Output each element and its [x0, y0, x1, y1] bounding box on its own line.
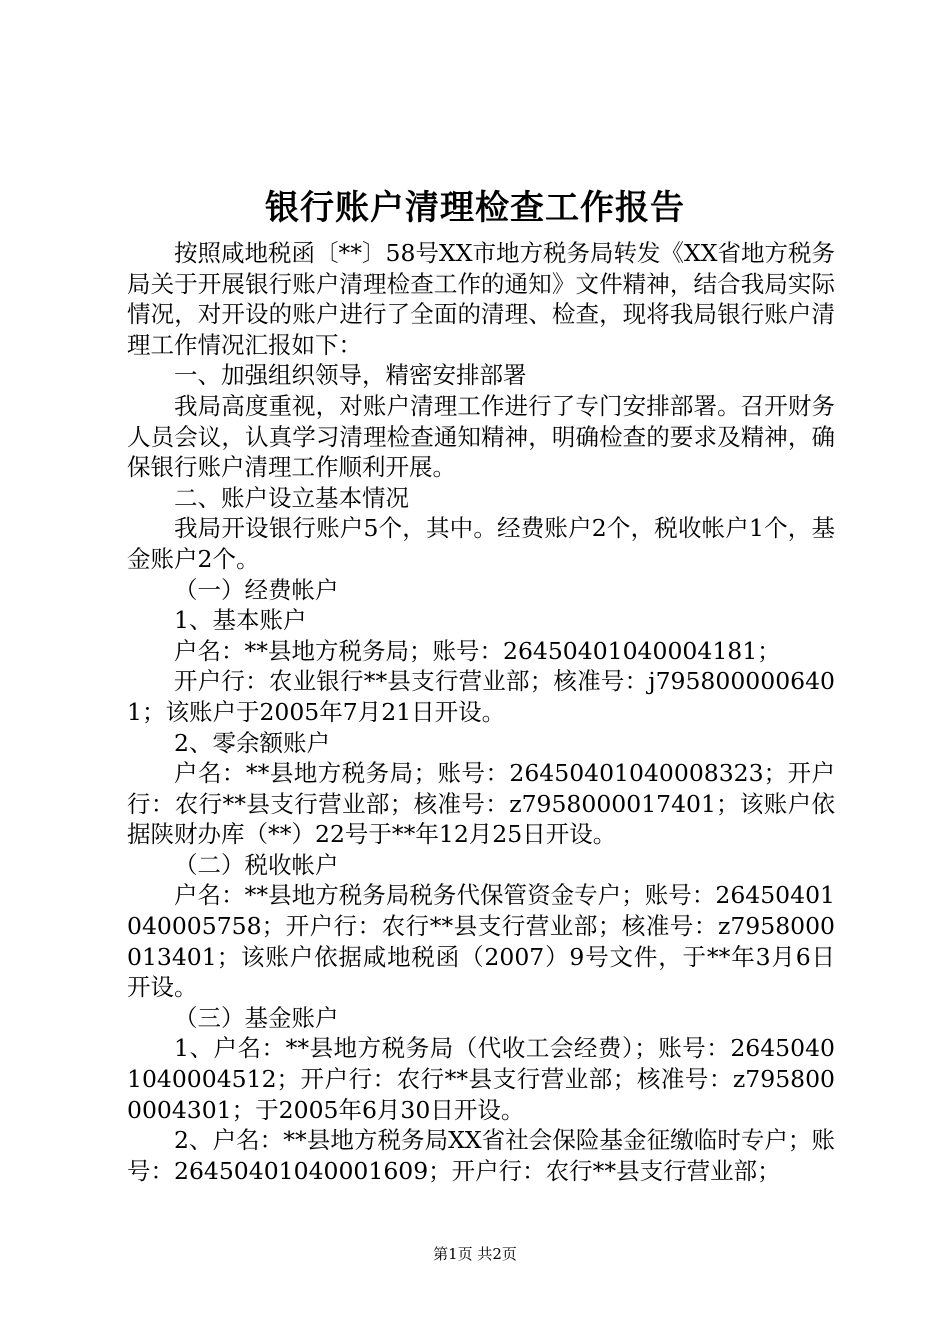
paragraph-account-summary: 我局开设银行账户5个，其中。经费账户2个，税收帐户1个，基金账户2个。: [127, 514, 835, 573]
heading-tax-account: （二）税收帐户: [174, 850, 339, 879]
basic-account-name: 户名：**县地方税务局；账号：26450401040004181；: [174, 636, 781, 665]
tax-account-detail: 户名：**县地方税务局税务代保管资金专户；账号：26450401040005758；开户行：农行**县支行营业部；核准号：z7958000013401；该账户依据咸地税函（2007）9号文件，于**年3月6日开设。: [127, 881, 835, 1002]
paragraph-intro: 按照咸地税函〔**〕58号XX市地方税务局转发《XX省地方税务局关于开展银行账户清理检查工作的通知》文件精神，结合我局实际情况，对开设的账户进行了全面的清理、检查，现将我局银行账户清理工作情况汇报如下：: [127, 239, 835, 359]
fund-account-1-detail: 1、户名：**县地方税务局（代收工会经费）；账号：26450401040004512；开户行：农行**县支行营业部；核准号：z7958000004301；于2005年6月30日开设。: [127, 1034, 835, 1124]
heading-section-1: 一、加强组织领导，精密安排部署: [174, 361, 527, 390]
heading-expense-accounts: （一）经费帐户: [174, 575, 339, 604]
document-title: 银行账户清理检查工作报告: [265, 188, 685, 228]
heading-section-2: 二、账户设立基本情况: [174, 483, 409, 512]
basic-account-bank: 开户行：农业银行**县支行营业部；核准号：j7958000006401；该账户于2005年7月21日开设。: [127, 667, 835, 726]
page-number: 第1页 共2页: [433, 1245, 517, 1263]
heading-zero-balance-account: 2、零余额账户: [174, 728, 330, 757]
heading-basic-account: 1、基本账户: [174, 606, 307, 635]
zero-balance-account-detail: 户名：**县地方税务局；账号：26450401040008323；开户行：农行**县支行营业部；核准号：z7958000017401；该账户依据陕财办库（**）22号于**年12月25日开设。: [127, 759, 835, 849]
paragraph-section-1: 我局高度重视，对账户清理工作进行了专门安排部署。召开财务人员会议，认真学习清理检查通知精神，明确检查的要求及精神，确保银行账户清理工作顺利开展。: [127, 391, 835, 482]
fund-account-2-detail: 2、户名：**县地方税务局XX省社会保险基金征缴临时专户；账号：26450401040001609；开户行：农行**县支行营业部；: [127, 1126, 835, 1185]
document-body: [127, 238, 835, 1186]
heading-fund-accounts: （三）基金账户: [174, 1003, 339, 1032]
